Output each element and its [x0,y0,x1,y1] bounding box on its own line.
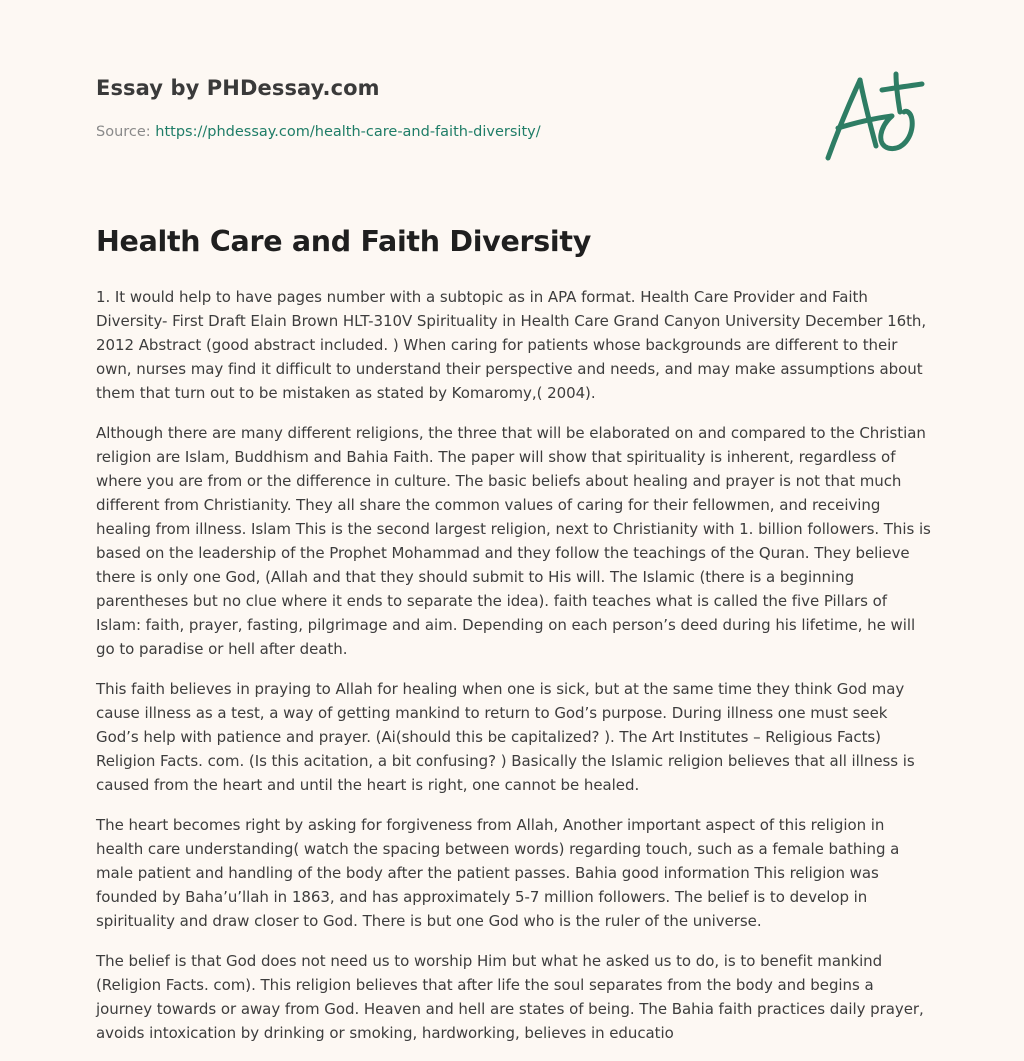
page-header [96,76,936,140]
essay-paragraph: This faith believes in praying to Allah for healing when one is sick, but at the same time they think God may cause illness as a test, a way of getting mankind to return to God’s purpose. During illness one must seek God’s help with patience and prayer. (Ai(should this be capitalized? ). The Art Institutes – Religious Facts) Religion Facts. com. (Is this acitation, a bit confusing? ) Basically the Islamic religion believes that all illness is caused from the heart and until the heart is right, one cannot be healed. [96,680,915,794]
essay-paragraph: The belief is that God does not need us to worship Him but what he asked us to do, is to benefit mankind (Religion Facts. com). This religion believes that after life the soul separates from the body and begins a journey towards or away from God. Heaven and hell are states of being. The Bahia faith practices daily prayer, avoids intoxication by drinking or smoking, hardworking, believes in educatio [96,952,924,1042]
essay-paragraph: Although there are many different religions, the three that will be elaborated on and compared to the Christian religion are Islam, Buddhism and Bahia Faith. The paper will show that spirituality is inherent, regardless of where you are from or the difference in culture. The basic beliefs about healing and prayer is not that much different from Christianity. They all share the common values of caring for their fellowmen, and receiving healing from illness. Islam This is the second largest religion, next to Christianity with 1. billion followers. This is based on the leadership of the Prophet Mohammad and they follow the teachings of the Quran. They believe there is only one God, (Allah and that they should submit to His will. The Islamic (there is a beginning parentheses but no clue where it ends to separate the idea). faith teaches what is called the five Pillars of Islam: faith, prayer, fasting, pilgrimage and aim. Depending on each person’s deed during his lifetime, he will go to paradise or hell after death. [96,424,931,658]
essay-paragraph: 1. It would help to have pages number with a subtopic as in APA format. Health Care Provider and Faith Diversity- First Draft Elain Brown HLT-310V Spirituality in Health Care Grand Canyon University December 16th, 2012 Abstract (good abstract included. ) When caring for patients whose backgrounds are different to their own, nurses may find it difficult to understand their perspective and needs, and may make assumptions about them that turn out to be mistaken as stated by Komaromy,( 2004). [96,288,927,402]
source-line [96,124,541,140]
source-label: Source: [96,124,156,140]
source-link[interactable]: https://phdessay.com/health-care-and-faith-diversity/ [155,124,541,140]
essay-body [96,285,932,1061]
site-title: Essay by PHDessay.com [96,76,380,100]
essay-title: Health Care and Faith Diversity [96,225,591,258]
essay-paragraph: The heart becomes right by asking for forgiveness from Allah, Another important aspect of this religion in health care understanding( watch the spacing between words) regarding touch, such as a female bathing a male patient and handling of the body after the patient passes. Bahia good information This religion was founded by Baha’u’llah in 1863, and has approximately 5-7 million followers. The belief is to develop in spirituality and draw closer to God. There is but one God who is the ruler of the universe. [96,816,900,930]
a-plus-grade-icon [818,66,930,166]
